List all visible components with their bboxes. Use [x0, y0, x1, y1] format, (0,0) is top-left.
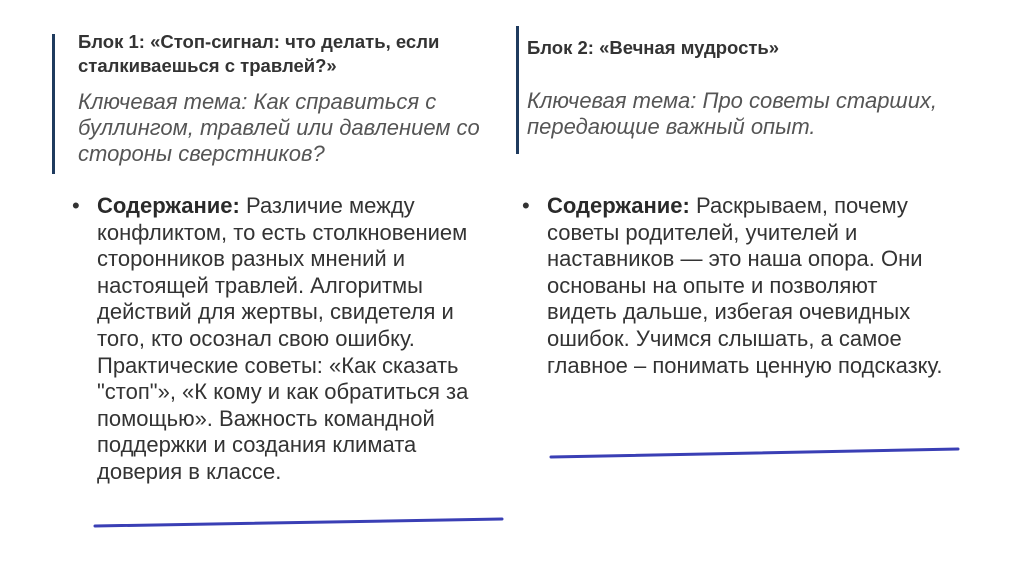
bullet-icon: • [522, 193, 530, 218]
block-1-title: Блок 1: «Стоп-сигнал: что делать, если сталкиваешься с травлей?» [78, 31, 440, 76]
block-1-underline [95, 519, 502, 526]
block-2-underline [551, 449, 958, 457]
block-2-key-theme: Ключевая тема: Про советы старших, передающие важный опыт. [527, 88, 938, 139]
block-2-content-text: Раскрываем, почему советы родителей, учителей и наставников — это наша опора. Они основаны на опыте и позволяют видеть дальше, избегая очевидных ошибок. Учимся слышать, а самое главное – понимать ценную подсказку. [547, 193, 943, 378]
block-1-content-label: Содержание: [97, 193, 240, 218]
block-1-key-theme: Ключевая тема: Как справиться с буллингом, травлей или давлением со стороны сверстников? [78, 89, 480, 166]
block-1-content-text: Различие между конфликтом, то есть столкновением сторонников разных мнений и настоящей травлей. Алгоритмы действий для жертвы, свидетеля и того, кто осознал свою ошибку. Практические советы: «Как сказать "стоп"», «К кому и как обратиться за помощью». Важность командной поддержки и создания климата доверия в классе. [97, 193, 469, 484]
bullet-icon: • [72, 193, 80, 218]
block-2-title: Блок 2: «Вечная мудрость» [527, 37, 780, 58]
block-2-content-label: Содержание: [547, 193, 690, 218]
